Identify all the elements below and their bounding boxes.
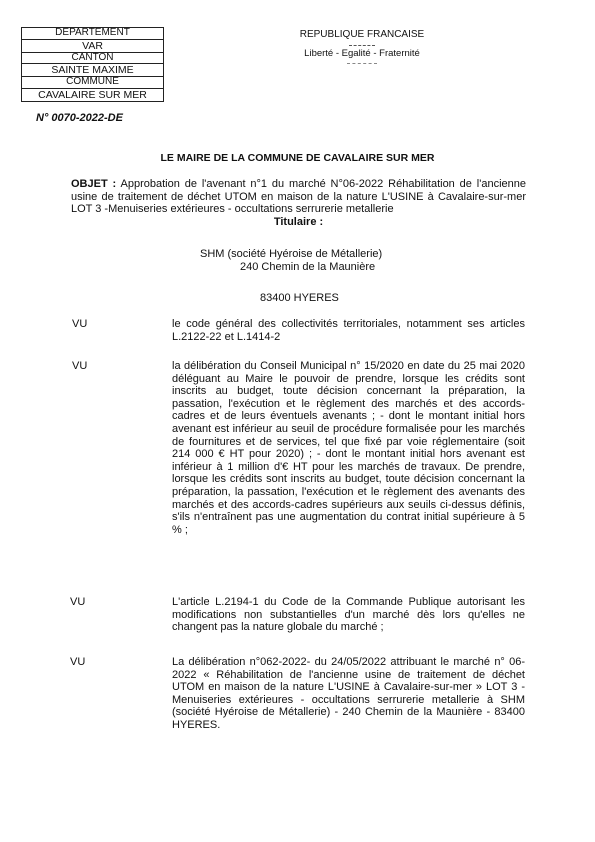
republic-title: REPUBLIQUE FRANCAISE bbox=[299, 29, 425, 40]
admin-cell-departement-label: DEPARTEMENT bbox=[22, 28, 164, 40]
republic-header bbox=[297, 29, 427, 64]
admin-cell-commune-label: COMMUNE bbox=[22, 77, 164, 89]
vu-text: le code général des collectivités territoriales, notamment ses articles L.2122-22 et L.1414-2 bbox=[172, 318, 525, 343]
header-divider-bottom bbox=[347, 63, 377, 64]
vu-label: VU bbox=[72, 318, 88, 330]
maire-title: LE MAIRE DE LA COMMUNE DE CAVALAIRE SUR MER bbox=[160, 152, 435, 164]
admin-cell-commune-value: CAVALAIRE SUR MER bbox=[22, 88, 164, 101]
titulaire-label: Titulaire : bbox=[273, 215, 324, 228]
vu-label: VU bbox=[72, 360, 88, 372]
admin-cell-canton-label: CANTON bbox=[22, 52, 164, 64]
vu-text: L'article L.2194-1 du Code de la Commande Publique autorisant les modifications non substantielles d'un marché dès lors qu'elles ne changent pas la nature globale du marché ; bbox=[172, 596, 525, 634]
objet-text: Approbation de l'avenant n°1 du marché N°06-2022 Réhabilitation de l'ancienne usine de traitement de déchet UTOM en maison de la nature L'USINE à Cavalaire-sur-mer LOT 3 -Menuiseries extérieures - occultations serrurerie metallerie bbox=[71, 178, 526, 215]
objet-label: OBJET : bbox=[71, 178, 117, 190]
republic-motto: Liberté - Egalité - Fraternité bbox=[304, 48, 420, 59]
header-divider bbox=[349, 45, 375, 46]
administrative-table bbox=[21, 27, 164, 102]
company-city: 83400 HYERES bbox=[260, 292, 339, 304]
vu-text: La délibération n°062-2022- du 24/05/2022 attribuant le marché n° 06-2022 « Réhabilitation de l'ancienne usine de traitement de déchet UTOM en maison de la nature L'USINE à Cavalaire-sur-mer » LOT 3 -Menuiseries extérieures - occultations serrurerie metallerie à SHM (société Hyéroise de Métallerie) - 240 Chemin de la Maunière - 83400 HYERES. bbox=[172, 656, 525, 731]
company-block bbox=[200, 248, 450, 305]
admin-cell-canton-value: SAINTE MAXIME bbox=[22, 64, 164, 77]
objet-paragraph bbox=[71, 178, 526, 228]
vu-label: VU bbox=[70, 596, 86, 608]
vu-text: la délibération du Conseil Municipal n° 15/2020 en date du 25 mai 2020 déléguant au Maire le pouvoir de prendre, lorsque les crédits sont inscrits au budget, toute décision concernant la préparation, la passation, l'exécution et le règlement des marchés et des accords-cadres et de leurs éventuels avenants ; - dont le montant initial hors avenant est inférieur au seuil de procédure formalisée pour les marchés de fournitures et de services, tel que fixé par voie réglementaire (soit 214 000 € HT pour 2020) ; - dont le montant initial hors avenant est inférieur à 1 million d'€ HT pour les marchés de travaux. De prendre, lorsque les crédits sont inscrits au budget, toute décision concernant la préparation, la passation, l'exécution et le règlement des avenants des marchés et des accords-cadres supérieurs aux seuils ci-dessus définis, s'ils n'entraînent pas une augmentation du contrat initial supérieure à 5 % ; bbox=[172, 360, 525, 536]
arrete-number: N° 0070-2022-DE bbox=[36, 112, 123, 124]
admin-cell-departement-value: VAR bbox=[22, 39, 164, 52]
vu-label: VU bbox=[70, 656, 86, 668]
company-address: 240 Chemin de la Maunière bbox=[240, 261, 376, 273]
company-name: SHM (société Hyéroise de Métallerie) bbox=[200, 248, 383, 260]
